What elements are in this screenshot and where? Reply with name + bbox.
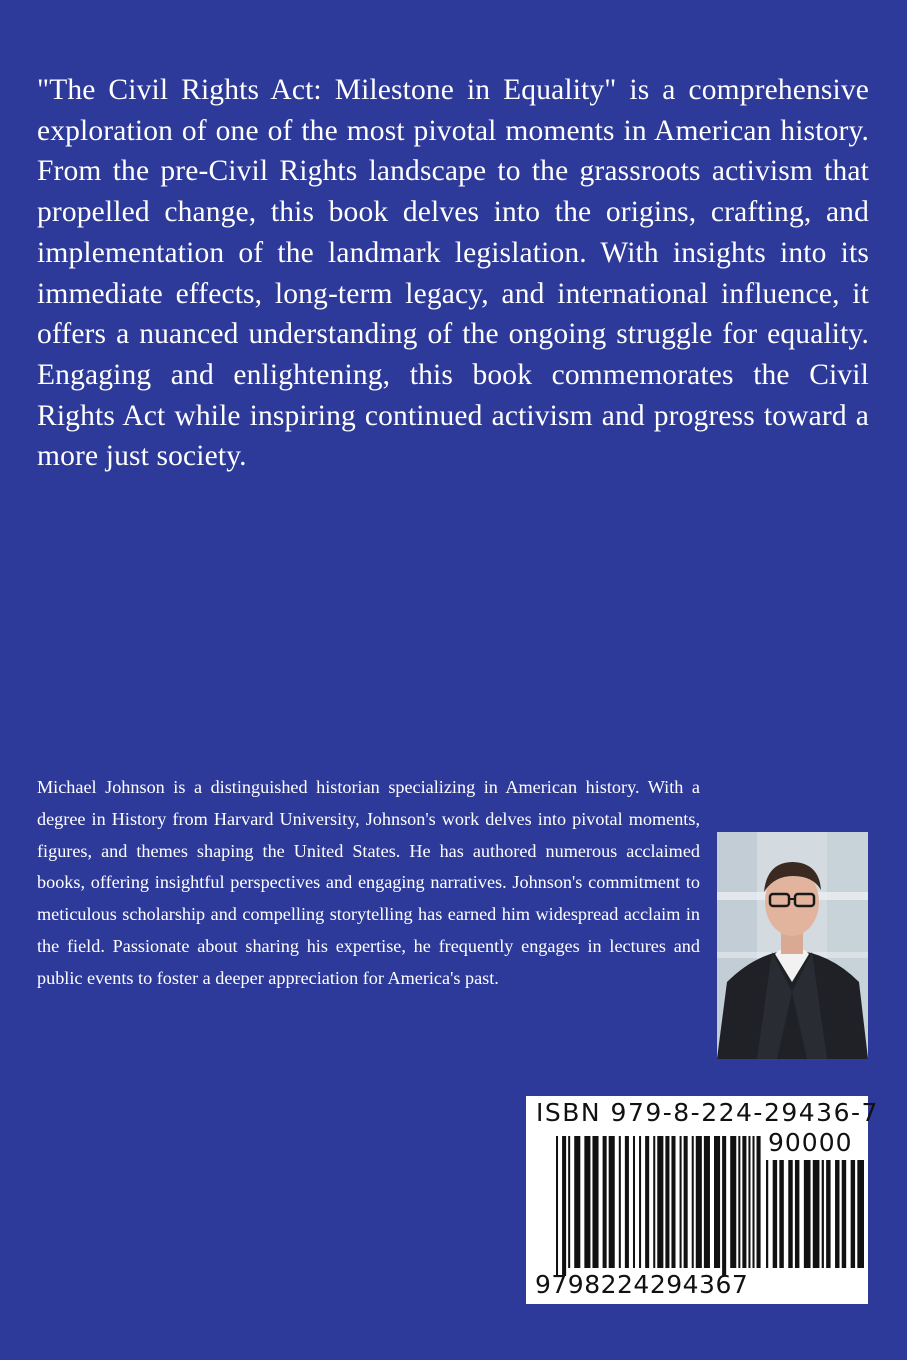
barcode-bar: [657, 1136, 663, 1268]
barcode-bars: [556, 1136, 761, 1276]
barcode-bar: [584, 1136, 590, 1268]
barcode-bar: [722, 1136, 726, 1276]
barcode-bar: [714, 1136, 720, 1268]
barcode-bar: [766, 1160, 768, 1268]
barcode-bar: [609, 1136, 615, 1268]
isbn-label: ISBN 979-8-224-29436-7: [536, 1098, 879, 1127]
barcode-bar: [826, 1160, 830, 1268]
barcode-bar: [851, 1160, 855, 1268]
barcode-digits: 9798224294367: [535, 1270, 749, 1299]
barcode-bar: [773, 1160, 777, 1268]
barcode-bar: [671, 1136, 675, 1268]
barcode-bar: [684, 1136, 688, 1268]
barcode-bar: [795, 1160, 799, 1268]
barcode-bar: [738, 1136, 740, 1268]
barcode-bar: [742, 1136, 746, 1268]
author-photo: [717, 832, 868, 1059]
barcode-bar: [665, 1136, 669, 1268]
barcode-bar: [822, 1160, 824, 1268]
barcode-addon-bars: [766, 1160, 864, 1276]
barcode-bar: [633, 1136, 635, 1268]
barcode-bar: [625, 1136, 629, 1268]
barcode-bar: [730, 1136, 736, 1268]
barcode-bar: [696, 1136, 702, 1268]
barcode-bar: [842, 1160, 846, 1268]
barcode-bar: [680, 1136, 682, 1268]
barcode-bar: [788, 1160, 792, 1268]
barcode-bar: [603, 1136, 607, 1268]
barcode-bar: [804, 1160, 811, 1268]
barcode-bar: [639, 1136, 641, 1268]
barcode-bar: [752, 1136, 754, 1268]
author-bio: Michael Johnson is a distinguished historian specializing in American history. With a degree in History from Harvard University, Johnson's work delves into pivotal moments, figures, and themes shaping the United States. He has authored numerous acclaimed books, offering insightful perspectives and engaging narratives. Johnson's commitment to meticulous scholarship and compelling storytelling has earned him widespread acclaim in the field. Passionate about sharing his expertise, he frequently engages in lectures and public events to foster a deeper appreciation for America's past.: [37, 777, 700, 988]
price-code: 90000: [768, 1128, 853, 1157]
barcode-bar: [779, 1160, 783, 1268]
barcode-bar: [645, 1136, 649, 1268]
barcode-bar: [857, 1160, 864, 1268]
isbn-barcode: [526, 1096, 879, 1304]
barcode-bar: [592, 1136, 598, 1268]
book-blurb: "The Civil Rights Act: Milestone in Equality" is a comprehensive exploration of one of the most pivotal moments in American history. From the pre-Civil Rights landscape to the grassroots activism that propelled change, this book delves into the origins, crafting, and implementation of the landmark legislation. With insights into its immediate effects, long-term legacy, and international influence, it offers a nuanced understanding of the ongoing struggle for equality. Engaging and enlightening, this book commemorates the Civil Rights Act while inspiring continued activism and progress toward a more just society.: [37, 74, 869, 473]
barcode-bar: [813, 1160, 820, 1268]
barcode-bar: [757, 1136, 761, 1268]
barcode-bar: [704, 1136, 710, 1268]
barcode-bar: [692, 1136, 694, 1268]
barcode-bar: [835, 1160, 839, 1268]
barcode-bar: [556, 1136, 558, 1276]
barcode-bar: [653, 1136, 655, 1268]
barcode-bar: [568, 1136, 570, 1268]
barcode-bar: [562, 1136, 566, 1276]
barcode-bar: [574, 1136, 580, 1268]
barcode-bar: [619, 1136, 621, 1268]
barcode-bar: [748, 1136, 750, 1268]
